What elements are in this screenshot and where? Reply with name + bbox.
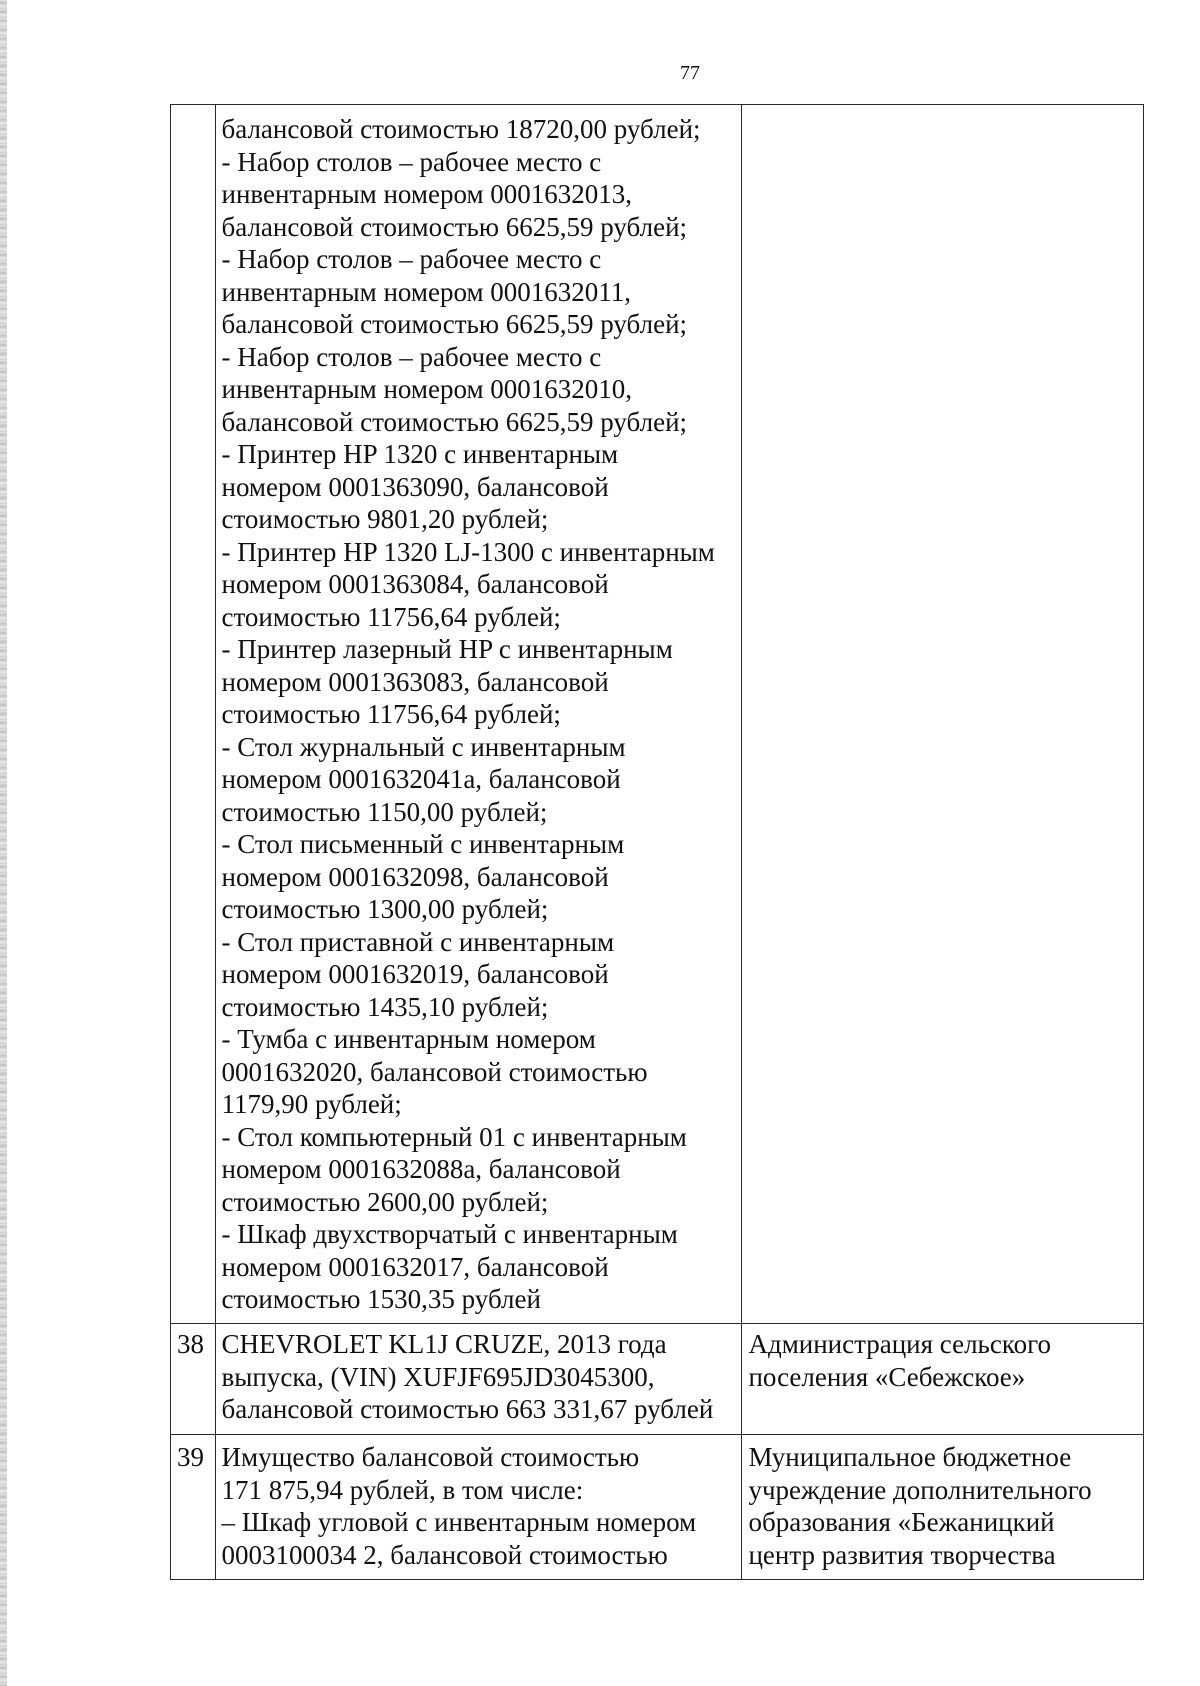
cell-text-line: номером 0001632019, балансовой — [221, 959, 609, 989]
cell-text-line: стоимостью 2600,00 рублей; — [221, 1186, 549, 1217]
cell-text-line: Администрация сельского — [748, 1329, 1052, 1359]
table-row-39 — [171, 1435, 1144, 1580]
cell-text-line: стоимостью 1530,35 рублей — [221, 1284, 541, 1314]
description-cell — [215, 1324, 742, 1435]
row-number-cell — [171, 1324, 216, 1435]
cell-text-line: 0003100034 2, балансовой стоимостью — [221, 1539, 668, 1570]
cell-text-line: выпуска, (VIN) XUFJF695JD3045300, — [221, 1361, 655, 1392]
cell-text-line: - Стол компьютерный 01 с инвентарным — [221, 1121, 687, 1152]
cell-text-line: инвентарным номером 0001632010, — [221, 374, 633, 404]
cell-text-line: стоимостью 1300,00 рублей; — [221, 894, 549, 924]
cell-text-line: стоимостью 11756,64 рублей; — [221, 601, 561, 632]
row-number: 39 — [177, 1442, 204, 1472]
cell-text-line: центр развития творчества — [748, 1539, 1056, 1570]
cell-text-line: - Стол журнальный с инвентарным — [221, 731, 626, 762]
cell-text-line: образования «Бежаницкий — [748, 1507, 1055, 1537]
owner-cell — [742, 105, 1144, 1324]
cell-text-line: - Тумба с инвентарным номером — [221, 1024, 596, 1054]
cell-text-line: стоимостью 1150,00 рублей; — [221, 796, 548, 827]
cell-text-line: - Набор столов – рабочее место с — [221, 341, 602, 372]
cell-text-line: балансовой стоимостью 6625,59 рублей; — [221, 211, 688, 242]
cell-text-line: 0001632020, балансовой стоимостью — [221, 1056, 648, 1087]
cell-text-line: 1179,90 рублей; — [221, 1089, 402, 1119]
cell-text-line: стоимостью 11756,64 рублей; — [221, 699, 561, 729]
cell-text-line: номером 0001632088а, балансовой — [221, 1154, 621, 1184]
table-row-continued — [171, 105, 1144, 1324]
owner-cell — [742, 1435, 1144, 1580]
description-cell — [215, 1435, 742, 1580]
cell-text-line: номером 0001363090, балансовой — [221, 471, 609, 502]
cell-text-line: номером 0001363084, балансовой — [221, 569, 609, 599]
row-number-cell — [171, 105, 216, 1324]
description-cell — [215, 105, 742, 1324]
cell-text-line: балансовой стоимостью 663 331,67 рублей — [221, 1394, 714, 1424]
cell-text-line: - Принтер лазерный HP с инвентарным — [221, 634, 673, 664]
cell-text-line: Имущество балансовой стоимостью — [221, 1442, 640, 1472]
cell-text-line: балансовой стоимостью 18720,00 рублей; — [221, 114, 701, 144]
cell-text-line: - Набор столов – рабочее место с — [221, 146, 602, 177]
cell-text-line: поселения «Себежское» — [748, 1361, 1026, 1392]
cell-text-line: инвентарным номером 0001632011, — [221, 276, 632, 307]
cell-text-line: – Шкаф угловой с инвентарным номером — [221, 1507, 697, 1537]
owner-cell — [742, 1324, 1144, 1435]
cell-text-line: - Стол приставной с инвентарным — [221, 926, 615, 957]
cell-text-line: балансовой стоимостью 6625,59 рублей; — [221, 309, 688, 339]
cell-text-line: CHEVROLET KL1J CRUZE, 2013 года — [221, 1329, 667, 1359]
property-table — [170, 104, 1144, 1580]
cell-text-line: - Принтер HP 1320 с инвентарным — [221, 439, 619, 469]
page-number: 77 — [680, 62, 700, 84]
cell-text-line: инвентарным номером 0001632013, — [221, 179, 633, 209]
cell-text-line: - Стол письменный с инвентарным — [221, 829, 625, 859]
cell-text-line: стоимостью 1435,10 рублей; — [221, 991, 549, 1022]
cell-text-line: номером 0001363083, балансовой — [221, 666, 609, 697]
page-number-container — [0, 62, 1200, 85]
cell-text-line: номером 0001632098, балансовой — [221, 861, 609, 892]
cell-text-line: - Шкаф двухстворчатый с инвентарным — [221, 1219, 678, 1249]
cell-text-line: номером 0001632017, балансовой — [221, 1251, 609, 1282]
cell-text-line: стоимостью 9801,20 рублей; — [221, 504, 549, 534]
table-row-38 — [171, 1324, 1144, 1435]
row-number-cell — [171, 1435, 216, 1580]
row-number: 38 — [177, 1329, 204, 1359]
cell-text-line: 171 875,94 рублей, в том числе: — [221, 1474, 584, 1505]
cell-text-line: номером 0001632041а, балансовой — [221, 764, 621, 794]
cell-text-line: Муниципальное бюджетное — [748, 1442, 1072, 1472]
scan-edge-shadow — [0, 0, 7, 1686]
cell-text-line: - Набор столов – рабочее место с — [221, 244, 602, 274]
cell-text-line: балансовой стоимостью 6625,59 рублей; — [221, 406, 688, 437]
cell-text-line: - Принтер HP 1320 LJ-1300 с инвентарным — [221, 536, 715, 567]
cell-text-line: учреждение дополнительного — [748, 1474, 1092, 1505]
